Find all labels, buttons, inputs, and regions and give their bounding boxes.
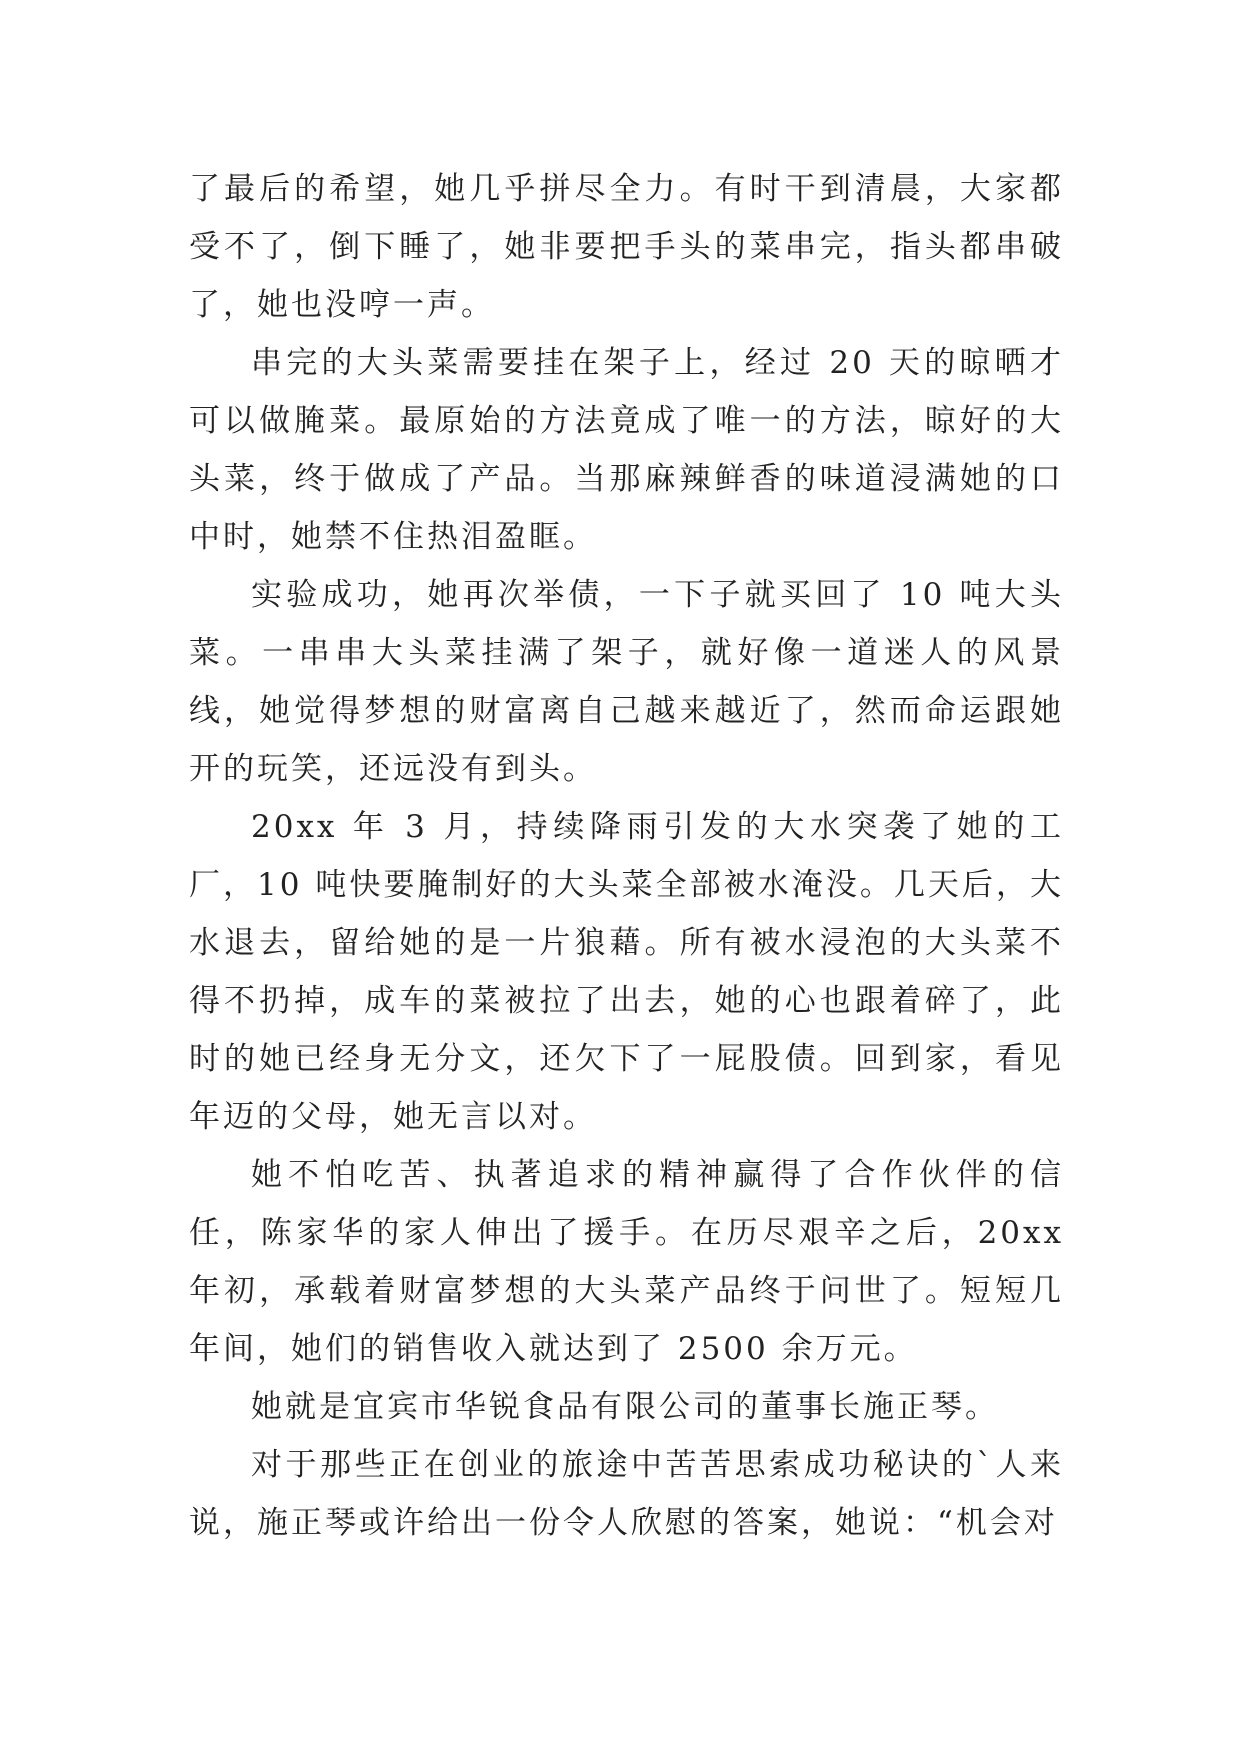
paragraph-advice: 对于那些正在创业的旅途中苦苦思索成功秘诀的`人来说，施正琴或许给出一份令人欣慰的答案，她说：“机会对 bbox=[189, 1447, 1064, 1541]
paragraph-experiment-success: 实验成功，她再次举债，一下子就买回了 10 吨大头菜。一串串大头菜挂满了架子，就好像一道迷人的风景线，她觉得梦想的财富离自己越来越近了，然而命运跟她开的玩笑，还远没有到头。 bbox=[189, 577, 1064, 787]
document-body bbox=[189, 160, 1064, 1552]
paragraph-continuation: 了最后的希望，她几乎拼尽全力。有时干到清晨，大家都受不了，倒下睡了，她非要把手头的菜串完，指头都串破了，她也没哼一声。 bbox=[189, 171, 1064, 323]
paragraph-product-launch: 她不怕吃苦、执著追求的精神赢得了合作伙伴的信任，陈家华的家人伸出了援手。在历尽艰辛之后，20xx 年初，承载着财富梦想的大头菜产品终于问世了。短短几年间，她们的销售收入就达到了 2500 余万元。 bbox=[189, 1157, 1064, 1367]
paragraph-flood: 20xx 年 3 月，持续降雨引发的大水突袭了她的工厂，10 吨快要腌制好的大头菜全部被水淹没。几天后，大水退去，留给她的是一片狼藉。所有被水浸泡的大头菜不得不扔掉，成车的菜被拉了出去，她的心也跟着碎了，此时的她已经身无分文，还欠下了一屁股债。回到家，看见年迈的父母，她无言以对。 bbox=[189, 809, 1064, 1135]
paragraph-drying: 串完的大头菜需要挂在架子上，经过 20 天的晾晒才可以做腌菜。最原始的方法竟成了唯一的方法，晾好的大头菜，终于做成了产品。当那麻辣鲜香的味道浸满她的口中时，她禁不住热泪盈眶。 bbox=[189, 345, 1064, 555]
paragraph-identity: 她就是宜宾市华锐食品有限公司的董事长施正琴。 bbox=[251, 1389, 999, 1425]
